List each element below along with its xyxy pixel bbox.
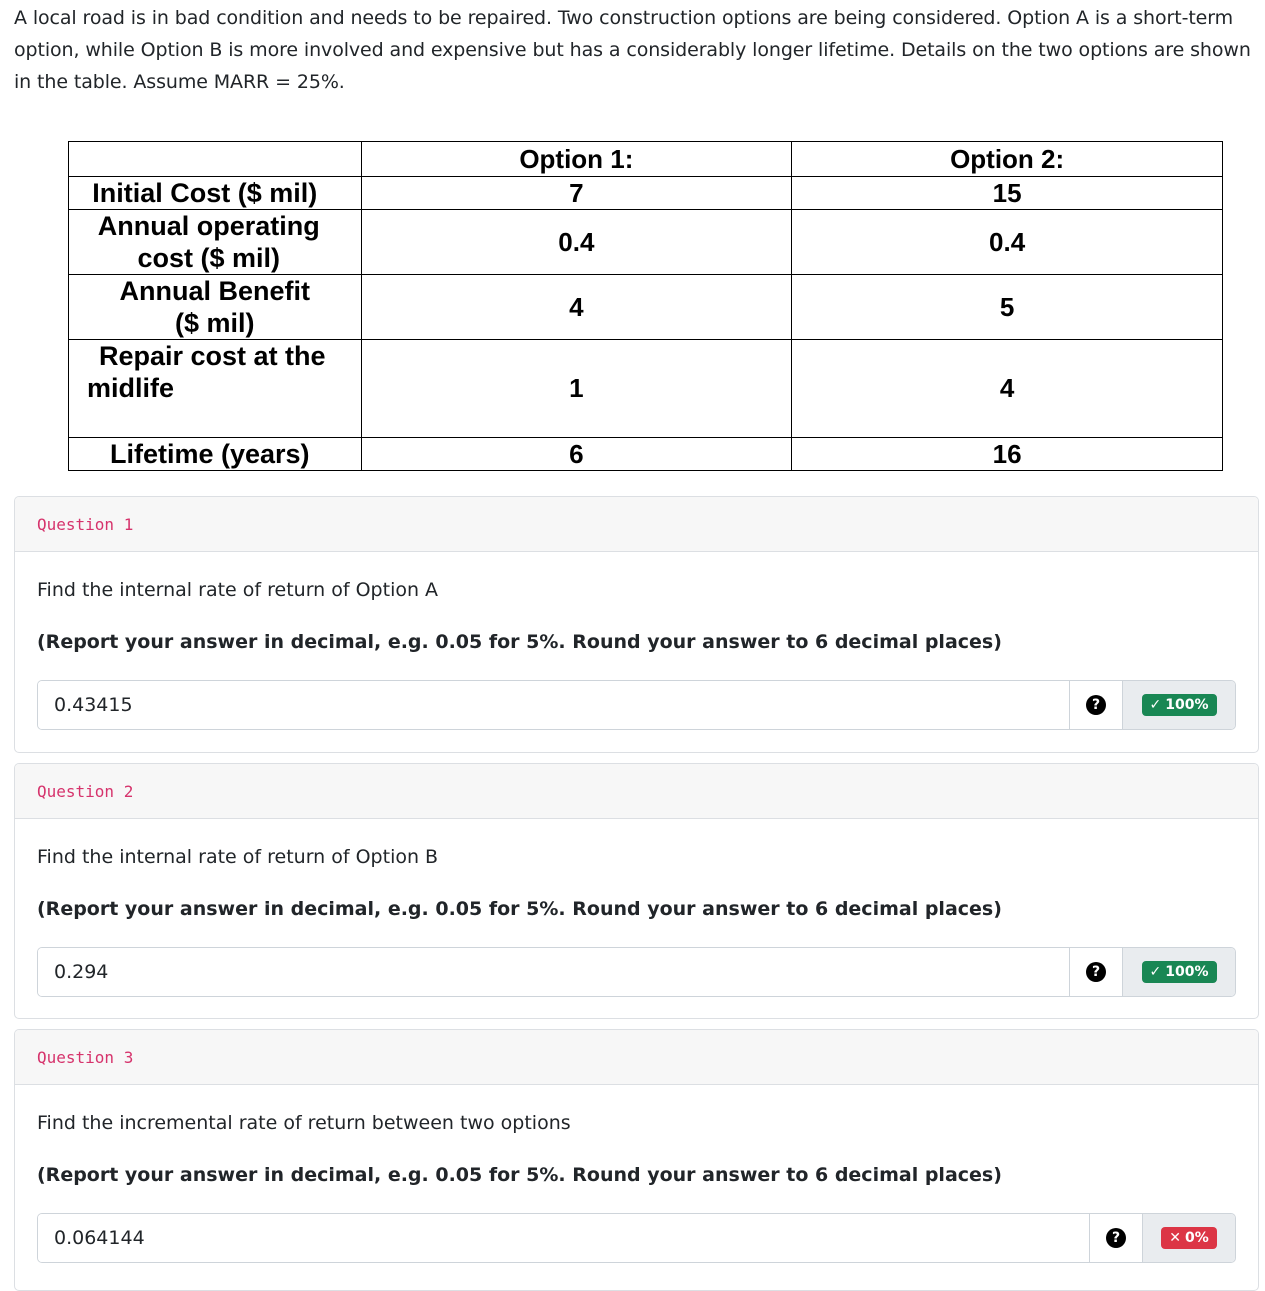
table-row: [69, 275, 1223, 340]
question-instructions: (Report your answer in decimal, e.g. 0.05 for 5%. Round your answer to 6 decimal places): [37, 631, 1002, 653]
answer-input-group: [37, 1213, 1236, 1263]
question-text: Find the internal rate of return of Option A: [37, 579, 439, 601]
row-label-lifetime: Lifetime (years): [69, 438, 362, 471]
option-2-operating-cost: 0.4: [792, 210, 1223, 275]
help-button[interactable]: [1069, 681, 1122, 729]
question-mark-icon: ?: [1106, 1228, 1126, 1248]
answer-input[interactable]: [38, 681, 1069, 729]
question-title: Question 3: [15, 1030, 1258, 1085]
question-card-3: [14, 1029, 1259, 1291]
options-table-container: [68, 141, 1223, 470]
question-text: Find the internal rate of return of Option B: [37, 846, 439, 868]
help-button[interactable]: [1069, 948, 1122, 996]
option-2-initial-cost: 15: [792, 177, 1223, 210]
score-indicator: [1122, 948, 1235, 996]
table-row: [69, 177, 1223, 210]
row-label-initial-cost: Initial Cost ($ mil): [69, 177, 362, 210]
table-header-option-1: Option 1:: [361, 142, 792, 177]
question-instructions: (Report your answer in decimal, e.g. 0.05 for 5%. Round your answer to 6 decimal places): [37, 898, 1002, 920]
option-1-annual-benefit: 4: [361, 275, 792, 340]
row-label-annual-benefit: Annual Benefit ($ mil): [69, 275, 362, 340]
x-icon: ✕: [1169, 1230, 1181, 1246]
question-title: Question 1: [15, 497, 1258, 552]
table-row: [69, 438, 1223, 471]
answer-input[interactable]: [38, 1214, 1089, 1262]
option-2-lifetime: 16: [792, 438, 1223, 471]
question-card-1: [14, 496, 1259, 753]
question-mark-icon: ?: [1086, 962, 1106, 982]
score-indicator: [1142, 1214, 1235, 1262]
question-text: Find the incremental rate of return between two options: [37, 1112, 571, 1134]
score-badge: [1142, 694, 1217, 716]
table-header-empty: [69, 142, 362, 177]
score-value: 0%: [1184, 1230, 1209, 1246]
option-1-operating-cost: 0.4: [361, 210, 792, 275]
row-label-repair-cost: Repair cost at the midlife: [69, 340, 362, 438]
answer-input-group: [37, 947, 1236, 997]
table-header-row: [69, 142, 1223, 177]
help-button[interactable]: [1089, 1214, 1142, 1262]
option-1-lifetime: 6: [361, 438, 792, 471]
option-1-repair-cost: 1: [361, 340, 792, 438]
options-table: [68, 141, 1223, 471]
table-row: [69, 340, 1223, 438]
check-icon: ✓: [1149, 697, 1162, 713]
score-badge: [1161, 1227, 1217, 1249]
score-badge: [1142, 961, 1217, 983]
table-row: [69, 210, 1223, 275]
problem-statement: A local road is in bad condition and needs to be repaired. Two construction options are being considered. Option A is a short-term option, while Option B is more involved and expensive but has a considerably longer lifetime. Details on the two options are shown in the table. Assume MARR = 25%.: [14, 7, 1251, 93]
option-1-initial-cost: 7: [361, 177, 792, 210]
score-indicator: [1122, 681, 1235, 729]
answer-input[interactable]: [38, 948, 1069, 996]
option-2-repair-cost: 4: [792, 340, 1223, 438]
question-title: Question 2: [15, 764, 1258, 819]
check-icon: ✓: [1149, 964, 1162, 980]
option-2-annual-benefit: 5: [792, 275, 1223, 340]
score-value: 100%: [1165, 964, 1209, 980]
score-value: 100%: [1165, 697, 1209, 713]
question-instructions: (Report your answer in decimal, e.g. 0.05 for 5%. Round your answer to 6 decimal places): [37, 1164, 1002, 1186]
question-mark-icon: ?: [1086, 695, 1106, 715]
row-label-operating-cost: Annual operating cost ($ mil): [69, 210, 362, 275]
table-header-option-2: Option 2:: [792, 142, 1223, 177]
answer-input-group: [37, 680, 1236, 730]
question-card-2: [14, 763, 1259, 1019]
